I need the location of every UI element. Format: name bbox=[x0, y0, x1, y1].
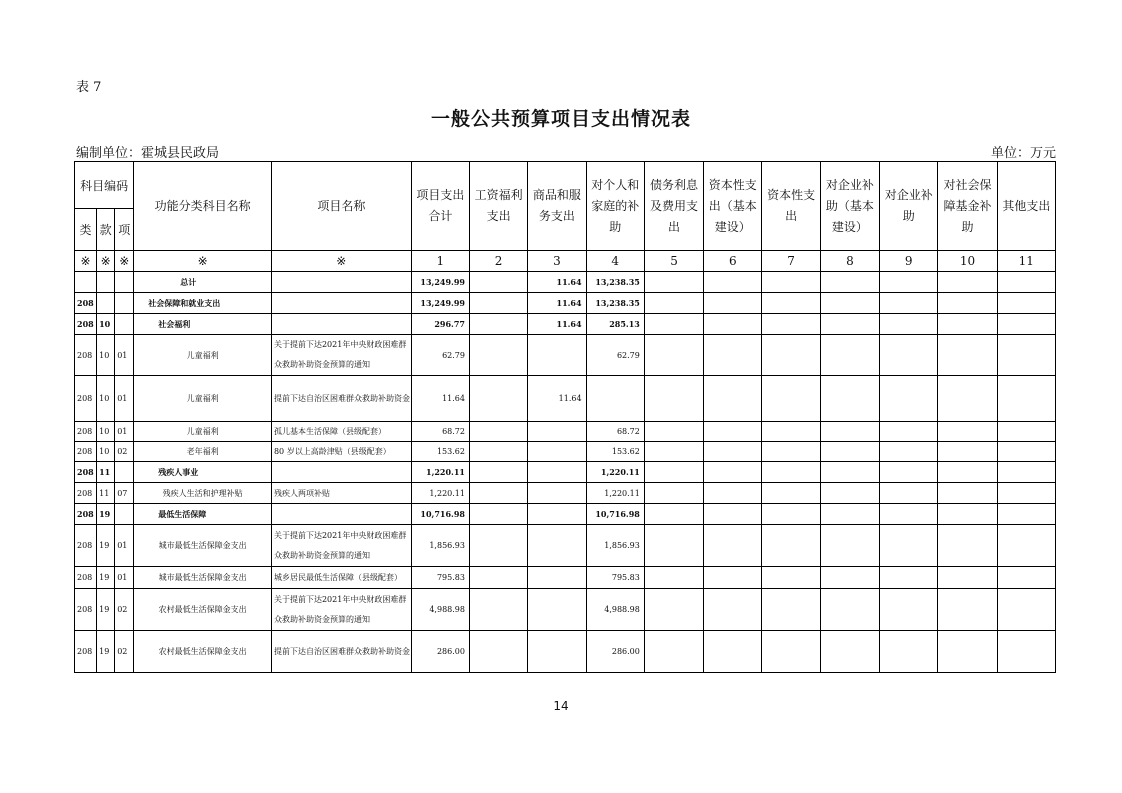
family-cell: 795.83 bbox=[586, 567, 644, 589]
lei-cell: 208 bbox=[75, 314, 97, 335]
empty-cell bbox=[880, 272, 938, 293]
family-cell: 68.72 bbox=[586, 422, 644, 442]
family-cell: 153.62 bbox=[586, 442, 644, 462]
family-cell: 13,238.35 bbox=[586, 272, 644, 293]
project-name-cell bbox=[271, 462, 411, 483]
empty-cell bbox=[938, 567, 997, 589]
project-name-cell bbox=[271, 504, 411, 525]
kuan-cell: 10 bbox=[97, 314, 115, 335]
family-cell: 13,238.35 bbox=[586, 293, 644, 314]
empty-cell bbox=[704, 293, 762, 314]
table-row bbox=[75, 631, 1056, 673]
col-header: 资本性支出 bbox=[762, 162, 820, 251]
empty-cell bbox=[762, 631, 820, 673]
empty-cell bbox=[820, 442, 879, 462]
header-row-numbers bbox=[75, 251, 1056, 272]
kuan-cell: 10 bbox=[97, 335, 115, 376]
empty-cell bbox=[880, 631, 938, 673]
xiang-cell: 01 bbox=[115, 525, 134, 567]
empty-cell bbox=[820, 314, 879, 335]
goods-cell: 11.64 bbox=[528, 293, 586, 314]
xiang-cell: 02 bbox=[115, 631, 134, 673]
xiang-cell bbox=[115, 314, 134, 335]
lei-cell: 208 bbox=[75, 442, 97, 462]
wage-cell bbox=[469, 272, 527, 293]
wage-cell bbox=[469, 293, 527, 314]
col-header: 债务利息及费用支出 bbox=[644, 162, 703, 251]
total-cell: 153.62 bbox=[411, 442, 469, 462]
table-row bbox=[75, 589, 1056, 631]
empty-cell bbox=[644, 272, 703, 293]
empty-cell bbox=[880, 442, 938, 462]
empty-cell bbox=[644, 567, 703, 589]
goods-cell bbox=[528, 442, 586, 462]
wage-cell bbox=[469, 589, 527, 631]
empty-cell bbox=[997, 589, 1055, 631]
empty-cell bbox=[762, 462, 820, 483]
empty-cell bbox=[997, 525, 1055, 567]
lei-cell: 208 bbox=[75, 293, 97, 314]
kuan-cell: 19 bbox=[97, 567, 115, 589]
family-cell: 1,220.11 bbox=[586, 483, 644, 504]
goods-cell: 11.64 bbox=[528, 376, 586, 422]
empty-cell bbox=[880, 293, 938, 314]
table-row bbox=[75, 335, 1056, 376]
total-cell: 13,249.99 bbox=[411, 293, 469, 314]
col-header: 项目支出合计 bbox=[411, 162, 469, 251]
goods-cell bbox=[528, 483, 586, 504]
xiang-cell bbox=[115, 504, 134, 525]
project-name-cell: 关于提前下达2021年中央财政困难群众救助补助资金预算的通知 bbox=[271, 525, 411, 567]
empty-cell bbox=[704, 631, 762, 673]
kuan-cell: 19 bbox=[97, 504, 115, 525]
empty-cell bbox=[938, 314, 997, 335]
kuan-header: 款 bbox=[97, 209, 115, 251]
empty-cell bbox=[997, 442, 1055, 462]
empty-cell bbox=[644, 293, 703, 314]
func-name-cell: 城市最低生活保障金支出 bbox=[134, 567, 272, 589]
col-header: 工资福利支出 bbox=[469, 162, 527, 251]
total-cell: 795.83 bbox=[411, 567, 469, 589]
project-name-cell bbox=[271, 314, 411, 335]
lei-cell: 208 bbox=[75, 525, 97, 567]
empty-cell bbox=[880, 422, 938, 442]
empty-cell bbox=[820, 567, 879, 589]
wage-cell bbox=[469, 462, 527, 483]
empty-cell bbox=[644, 504, 703, 525]
table-row bbox=[75, 483, 1056, 504]
total-cell: 68.72 bbox=[411, 422, 469, 442]
empty-cell bbox=[704, 483, 762, 504]
total-cell: 13,249.99 bbox=[411, 272, 469, 293]
empty-cell bbox=[938, 504, 997, 525]
col-header: 对企业补助 bbox=[880, 162, 938, 251]
project-name-cell: 关于提前下达2021年中央财政困难群众救助补助资金预算的通知 bbox=[271, 589, 411, 631]
wage-cell bbox=[469, 335, 527, 376]
lei-header: 类 bbox=[75, 209, 97, 251]
xiang-cell: 02 bbox=[115, 589, 134, 631]
empty-cell bbox=[997, 293, 1055, 314]
empty-cell bbox=[762, 293, 820, 314]
wage-cell bbox=[469, 631, 527, 673]
goods-cell bbox=[528, 462, 586, 483]
func-name-cell: 儿童福利 bbox=[134, 376, 272, 422]
xiang-cell: 01 bbox=[115, 335, 134, 376]
empty-cell bbox=[762, 422, 820, 442]
total-cell: 62.79 bbox=[411, 335, 469, 376]
empty-cell bbox=[997, 422, 1055, 442]
mark-cell: ※ bbox=[97, 251, 115, 272]
lei-cell: 208 bbox=[75, 483, 97, 504]
func-name-cell: 总计 bbox=[134, 272, 272, 293]
func-name-cell: 残疾人生活和护理补贴 bbox=[134, 483, 272, 504]
empty-cell bbox=[938, 483, 997, 504]
goods-cell bbox=[528, 525, 586, 567]
col-number: 9 bbox=[880, 251, 938, 272]
empty-cell bbox=[644, 314, 703, 335]
mark-cell: ※ bbox=[75, 251, 97, 272]
xiang-cell: 07 bbox=[115, 483, 134, 504]
xiang-cell: 01 bbox=[115, 376, 134, 422]
table-row bbox=[75, 567, 1056, 589]
project-name-cell: 80 岁以上高龄津贴（县级配套） bbox=[271, 442, 411, 462]
xiang-cell bbox=[115, 272, 134, 293]
wage-cell bbox=[469, 483, 527, 504]
empty-cell bbox=[820, 422, 879, 442]
empty-cell bbox=[762, 567, 820, 589]
func-name-cell: 社会保障和就业支出 bbox=[134, 293, 272, 314]
empty-cell bbox=[762, 314, 820, 335]
total-cell: 10,716.98 bbox=[411, 504, 469, 525]
empty-cell bbox=[704, 504, 762, 525]
col-number: 4 bbox=[586, 251, 644, 272]
goods-cell bbox=[528, 422, 586, 442]
lei-cell: 208 bbox=[75, 631, 97, 673]
total-cell: 11.64 bbox=[411, 376, 469, 422]
empty-cell bbox=[820, 631, 879, 673]
empty-cell bbox=[820, 504, 879, 525]
empty-cell bbox=[762, 335, 820, 376]
kuan-cell: 11 bbox=[97, 483, 115, 504]
empty-cell bbox=[938, 462, 997, 483]
func-name-cell: 儿童福利 bbox=[134, 335, 272, 376]
table-row bbox=[75, 504, 1056, 525]
empty-cell bbox=[938, 293, 997, 314]
col-header: 对社会保障基金补助 bbox=[938, 162, 997, 251]
col-header: 其他支出 bbox=[997, 162, 1055, 251]
goods-cell bbox=[528, 589, 586, 631]
project-name-header: 项目名称 bbox=[271, 162, 411, 251]
empty-cell bbox=[997, 631, 1055, 673]
project-name-cell: 提前下达自治区困难群众救助补助资金 bbox=[271, 631, 411, 673]
empty-cell bbox=[644, 631, 703, 673]
xiang-header: 项 bbox=[115, 209, 134, 251]
col-header: 商品和服务支出 bbox=[528, 162, 586, 251]
func-name-cell: 农村最低生活保障金支出 bbox=[134, 631, 272, 673]
wage-cell bbox=[469, 442, 527, 462]
empty-cell bbox=[820, 293, 879, 314]
empty-cell bbox=[880, 504, 938, 525]
wage-cell bbox=[469, 376, 527, 422]
table-row bbox=[75, 376, 1056, 422]
empty-cell bbox=[704, 335, 762, 376]
goods-cell: 11.64 bbox=[528, 314, 586, 335]
func-name-cell: 儿童福利 bbox=[134, 422, 272, 442]
empty-cell bbox=[704, 422, 762, 442]
xiang-cell: 01 bbox=[115, 422, 134, 442]
wage-cell bbox=[469, 314, 527, 335]
project-name-cell: 提前下达自治区困难群众救助补助资金 bbox=[271, 376, 411, 422]
goods-cell bbox=[528, 504, 586, 525]
kuan-cell: 19 bbox=[97, 631, 115, 673]
project-name-cell: 关于提前下达2021年中央财政困难群众救助补助资金预算的通知 bbox=[271, 335, 411, 376]
table-row bbox=[75, 442, 1056, 462]
empty-cell bbox=[938, 589, 997, 631]
project-name-cell: 残疾人两项补贴 bbox=[271, 483, 411, 504]
compiling-unit: 编制单位：霍城县民政局 bbox=[76, 146, 220, 161]
col-number: 5 bbox=[644, 251, 703, 272]
lei-cell: 208 bbox=[75, 462, 97, 483]
header-row-1 bbox=[75, 162, 1056, 209]
empty-cell bbox=[762, 504, 820, 525]
goods-cell: 11.64 bbox=[528, 272, 586, 293]
table-row bbox=[75, 525, 1056, 567]
total-cell: 4,988.98 bbox=[411, 589, 469, 631]
total-cell: 1,856.93 bbox=[411, 525, 469, 567]
empty-cell bbox=[762, 589, 820, 631]
mark-cell: ※ bbox=[115, 251, 134, 272]
lei-cell: 208 bbox=[75, 422, 97, 442]
table-row bbox=[75, 422, 1056, 442]
empty-cell bbox=[880, 567, 938, 589]
kuan-cell: 19 bbox=[97, 589, 115, 631]
empty-cell bbox=[704, 272, 762, 293]
empty-cell bbox=[704, 589, 762, 631]
empty-cell bbox=[704, 314, 762, 335]
empty-cell bbox=[820, 525, 879, 567]
empty-cell bbox=[762, 442, 820, 462]
col-number: 10 bbox=[938, 251, 997, 272]
empty-cell bbox=[644, 442, 703, 462]
empty-cell bbox=[644, 335, 703, 376]
col-number: 3 bbox=[528, 251, 586, 272]
empty-cell bbox=[997, 462, 1055, 483]
empty-cell bbox=[762, 376, 820, 422]
func-name-cell: 农村最低生活保障金支出 bbox=[134, 589, 272, 631]
empty-cell bbox=[644, 525, 703, 567]
lei-cell: 208 bbox=[75, 376, 97, 422]
empty-cell bbox=[820, 335, 879, 376]
subject-code-header: 科目编码 bbox=[75, 162, 134, 209]
empty-cell bbox=[938, 422, 997, 442]
lei-cell: 208 bbox=[75, 504, 97, 525]
family-cell bbox=[586, 376, 644, 422]
col-number: 7 bbox=[762, 251, 820, 272]
empty-cell bbox=[644, 376, 703, 422]
goods-cell bbox=[528, 631, 586, 673]
family-cell: 10,716.98 bbox=[586, 504, 644, 525]
empty-cell bbox=[704, 442, 762, 462]
currency-unit: 单位：万元 bbox=[990, 146, 1056, 161]
func-name-cell: 最低生活保障 bbox=[134, 504, 272, 525]
family-cell: 4,988.98 bbox=[586, 589, 644, 631]
col-number: 11 bbox=[997, 251, 1055, 272]
xiang-cell bbox=[115, 293, 134, 314]
kuan-cell: 11 bbox=[97, 462, 115, 483]
project-name-cell: 孤儿基本生活保障（县级配套） bbox=[271, 422, 411, 442]
func-name-cell: 老年福利 bbox=[134, 442, 272, 462]
kuan-cell: 10 bbox=[97, 422, 115, 442]
mark-cell: ※ bbox=[134, 251, 272, 272]
empty-cell bbox=[880, 314, 938, 335]
empty-cell bbox=[644, 422, 703, 442]
empty-cell bbox=[644, 589, 703, 631]
lei-cell: 208 bbox=[75, 567, 97, 589]
empty-cell bbox=[820, 272, 879, 293]
family-cell: 286.00 bbox=[586, 631, 644, 673]
kuan-cell bbox=[97, 293, 115, 314]
col-header: 对个人和家庭的补助 bbox=[586, 162, 644, 251]
lei-cell bbox=[75, 272, 97, 293]
empty-cell bbox=[880, 462, 938, 483]
family-cell: 1,856.93 bbox=[586, 525, 644, 567]
project-name-cell bbox=[271, 272, 411, 293]
project-expenditure-table bbox=[74, 161, 1056, 673]
empty-cell bbox=[820, 376, 879, 422]
col-number: 1 bbox=[411, 251, 469, 272]
kuan-cell: 10 bbox=[97, 442, 115, 462]
lei-cell: 208 bbox=[75, 335, 97, 376]
empty-cell bbox=[762, 272, 820, 293]
goods-cell bbox=[528, 335, 586, 376]
col-header: 资本性支出（基本建设） bbox=[704, 162, 762, 251]
project-name-cell: 城乡居民最低生活保障（县级配套） bbox=[271, 567, 411, 589]
kuan-cell: 10 bbox=[97, 376, 115, 422]
empty-cell bbox=[997, 483, 1055, 504]
wage-cell bbox=[469, 422, 527, 442]
empty-cell bbox=[762, 483, 820, 504]
empty-cell bbox=[938, 376, 997, 422]
page-number: 14 bbox=[553, 699, 569, 713]
kuan-cell: 19 bbox=[97, 525, 115, 567]
empty-cell bbox=[820, 462, 879, 483]
empty-cell bbox=[880, 335, 938, 376]
empty-cell bbox=[997, 314, 1055, 335]
table-row bbox=[75, 314, 1056, 335]
empty-cell bbox=[938, 631, 997, 673]
lei-cell: 208 bbox=[75, 589, 97, 631]
mark-cell: ※ bbox=[271, 251, 411, 272]
empty-cell bbox=[880, 589, 938, 631]
empty-cell bbox=[938, 442, 997, 462]
empty-cell bbox=[762, 525, 820, 567]
func-name-cell: 残疾人事业 bbox=[134, 462, 272, 483]
empty-cell bbox=[880, 376, 938, 422]
total-cell: 286.00 bbox=[411, 631, 469, 673]
wage-cell bbox=[469, 567, 527, 589]
func-name-header: 功能分类科目名称 bbox=[134, 162, 272, 251]
col-number: 8 bbox=[820, 251, 879, 272]
goods-cell bbox=[528, 567, 586, 589]
total-cell: 296.77 bbox=[411, 314, 469, 335]
empty-cell bbox=[704, 462, 762, 483]
empty-cell bbox=[644, 462, 703, 483]
project-name-cell bbox=[271, 293, 411, 314]
family-cell: 62.79 bbox=[586, 335, 644, 376]
xiang-cell bbox=[115, 462, 134, 483]
empty-cell bbox=[938, 335, 997, 376]
func-name-cell: 城市最低生活保障金支出 bbox=[134, 525, 272, 567]
empty-cell bbox=[644, 483, 703, 504]
empty-cell bbox=[820, 483, 879, 504]
family-cell: 1,220.11 bbox=[586, 462, 644, 483]
empty-cell bbox=[820, 589, 879, 631]
family-cell: 285.13 bbox=[586, 314, 644, 335]
col-header: 对企业补助（基本建设） bbox=[820, 162, 879, 251]
empty-cell bbox=[880, 483, 938, 504]
col-number: 2 bbox=[469, 251, 527, 272]
empty-cell bbox=[997, 376, 1055, 422]
xiang-cell: 02 bbox=[115, 442, 134, 462]
empty-cell bbox=[997, 567, 1055, 589]
xiang-cell: 01 bbox=[115, 567, 134, 589]
empty-cell bbox=[938, 525, 997, 567]
col-number: 6 bbox=[704, 251, 762, 272]
total-cell: 1,220.11 bbox=[411, 483, 469, 504]
table-row bbox=[75, 462, 1056, 483]
wage-cell bbox=[469, 525, 527, 567]
empty-cell bbox=[704, 376, 762, 422]
table-number: 表 7 bbox=[76, 80, 102, 95]
page-title: 一般公共预算项目支出情况表 bbox=[430, 108, 691, 130]
empty-cell bbox=[997, 335, 1055, 376]
empty-cell bbox=[704, 567, 762, 589]
empty-cell bbox=[880, 525, 938, 567]
empty-cell bbox=[938, 272, 997, 293]
total-cell: 1,220.11 bbox=[411, 462, 469, 483]
table-row bbox=[75, 272, 1056, 293]
wage-cell bbox=[469, 504, 527, 525]
table-row bbox=[75, 293, 1056, 314]
kuan-cell bbox=[97, 272, 115, 293]
empty-cell bbox=[704, 525, 762, 567]
empty-cell bbox=[997, 504, 1055, 525]
empty-cell bbox=[997, 272, 1055, 293]
func-name-cell: 社会福利 bbox=[134, 314, 272, 335]
